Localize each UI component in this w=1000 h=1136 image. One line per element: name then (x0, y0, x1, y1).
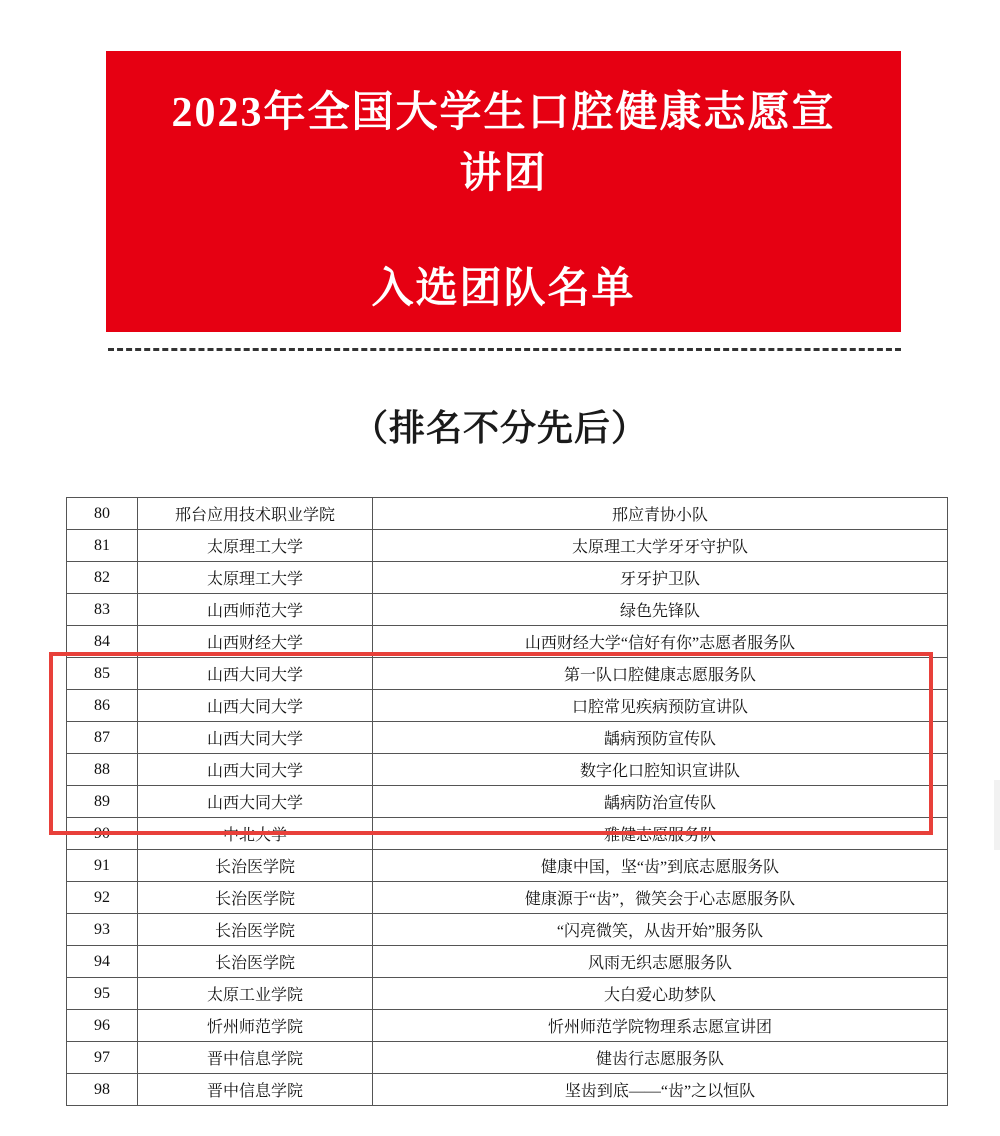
row-no: 88 (67, 754, 138, 786)
row-team: 太原理工大学牙牙守护队 (373, 530, 948, 562)
row-team: 第一队口腔健康志愿服务队 (373, 658, 948, 690)
listing-table-wrapper (66, 497, 934, 1106)
row-school: 太原工业学院 (138, 978, 373, 1010)
row-school: 长治医学院 (138, 850, 373, 882)
row-no: 83 (67, 594, 138, 626)
row-no: 93 (67, 914, 138, 946)
table-row (67, 946, 948, 978)
row-team: 数字化口腔知识宣讲队 (373, 754, 948, 786)
table-row (67, 754, 948, 786)
listing-table (66, 497, 948, 1106)
row-school: 邢台应用技术职业学院 (138, 498, 373, 530)
title-banner (106, 51, 901, 332)
table-row (67, 658, 948, 690)
row-no: 94 (67, 946, 138, 978)
table-row (67, 850, 948, 882)
table-row (67, 530, 948, 562)
row-no: 98 (67, 1074, 138, 1106)
row-no: 97 (67, 1042, 138, 1074)
row-no: 85 (67, 658, 138, 690)
table-row (67, 786, 948, 818)
row-no: 82 (67, 562, 138, 594)
row-team: 健齿行志愿服务队 (373, 1042, 948, 1074)
row-no: 91 (67, 850, 138, 882)
row-no: 86 (67, 690, 138, 722)
row-team: 龋病预防宣传队 (373, 722, 948, 754)
page-edge-artifact (994, 780, 1000, 850)
row-team: 口腔常见疾病预防宣讲队 (373, 690, 948, 722)
row-school: 山西大同大学 (138, 754, 373, 786)
row-team: 健康源于“齿”，微笑会于心志愿服务队 (373, 882, 948, 914)
row-school: 山西师范大学 (138, 594, 373, 626)
row-no: 87 (67, 722, 138, 754)
row-school: 太原理工大学 (138, 530, 373, 562)
row-school: 晋中信息学院 (138, 1074, 373, 1106)
row-school: 忻州师范学院 (138, 1010, 373, 1042)
row-no: 80 (67, 498, 138, 530)
table-row (67, 818, 948, 850)
row-school: 长治医学院 (138, 882, 373, 914)
row-school: 山西大同大学 (138, 786, 373, 818)
table-row (67, 1010, 948, 1042)
table-row (67, 690, 948, 722)
row-school: 山西大同大学 (138, 722, 373, 754)
row-team: 风雨无织志愿服务队 (373, 946, 948, 978)
table-row (67, 498, 948, 530)
table-row (67, 722, 948, 754)
banner-title-line1: 2023年全国大学生口腔健康志愿宣讲团 (171, 90, 836, 197)
row-no: 95 (67, 978, 138, 1010)
row-team: 忻州师范学院物理系志愿宣讲团 (373, 1010, 948, 1042)
table-row (67, 626, 948, 658)
row-school: 长治医学院 (138, 946, 373, 978)
row-no: 84 (67, 626, 138, 658)
dashed-divider (108, 348, 901, 351)
row-school: 太原理工大学 (138, 562, 373, 594)
row-school: 长治医学院 (138, 914, 373, 946)
row-team: 雅健志愿服务队 (373, 818, 948, 850)
table-row (67, 914, 948, 946)
table-row (67, 1074, 948, 1106)
row-school: 中北大学 (138, 818, 373, 850)
row-team: 牙牙护卫队 (373, 562, 948, 594)
row-team: 绿色先锋队 (373, 594, 948, 626)
table-row (67, 594, 948, 626)
row-team: 山西财经大学“信好有你”志愿者服务队 (373, 626, 948, 658)
subtitle-text: （排名不分先后） (351, 408, 648, 448)
row-team: 坚齿到底——“齿”之以恒队 (373, 1074, 948, 1106)
row-school: 山西大同大学 (138, 658, 373, 690)
table-row (67, 978, 948, 1010)
row-no: 89 (67, 786, 138, 818)
table-row (67, 562, 948, 594)
row-school: 晋中信息学院 (138, 1042, 373, 1074)
row-no: 90 (67, 818, 138, 850)
row-team: 健康中国，坚“齿”到底志愿服务队 (373, 850, 948, 882)
listing-table-body (67, 498, 948, 1106)
table-row (67, 882, 948, 914)
row-school: 山西大同大学 (138, 690, 373, 722)
banner-title-line2: 入选团队名单 (371, 265, 636, 312)
row-team: 大白爱心助梦队 (373, 978, 948, 1010)
row-team: 邢应青协小队 (373, 498, 948, 530)
row-no: 81 (67, 530, 138, 562)
table-row (67, 1042, 948, 1074)
row-school: 山西财经大学 (138, 626, 373, 658)
row-no: 92 (67, 882, 138, 914)
row-team: “闪亮微笑，从齿开始”服务队 (373, 914, 948, 946)
row-no: 96 (67, 1010, 138, 1042)
row-team: 龋病防治宣传队 (373, 786, 948, 818)
